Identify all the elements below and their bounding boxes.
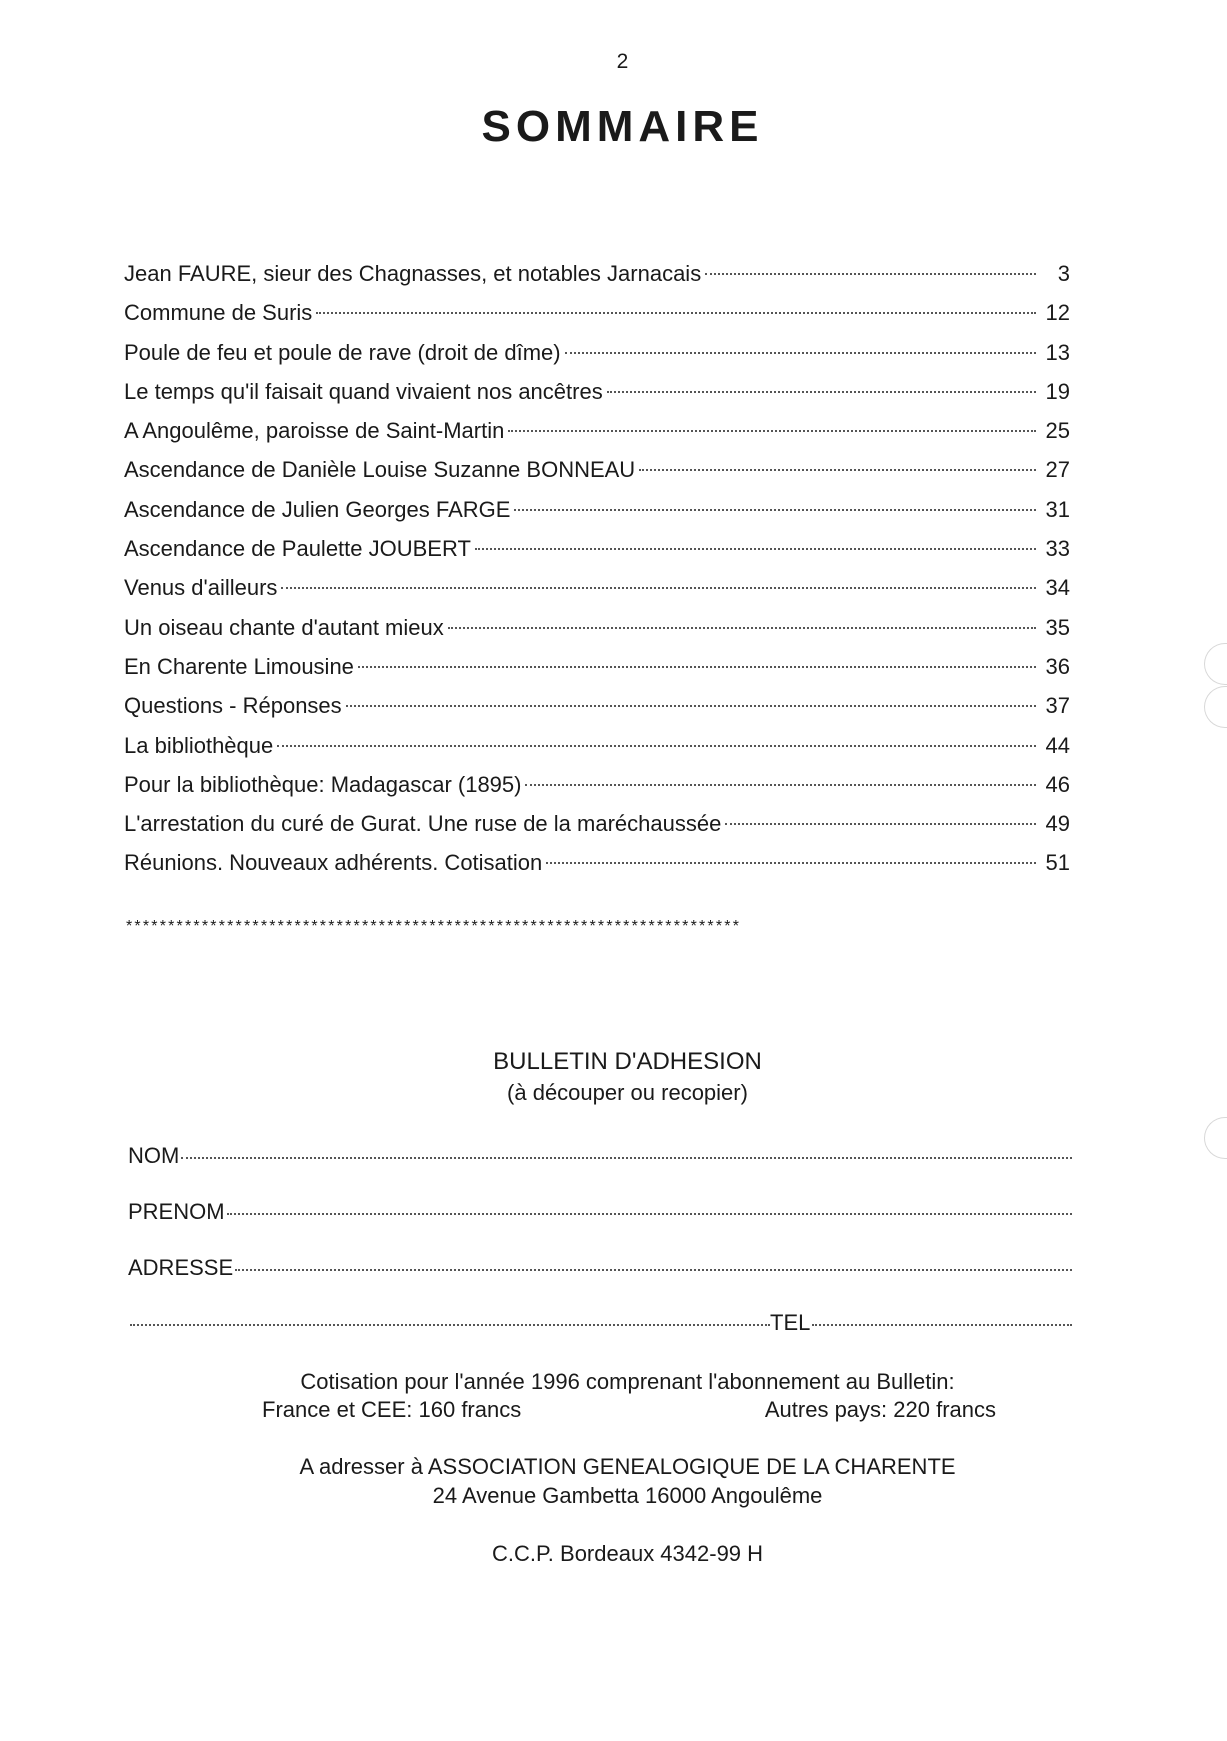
dot-leader: [725, 823, 1036, 825]
dot-leader: [565, 352, 1036, 354]
price-autres: Autres pays: 220 francs: [764, 1397, 996, 1422]
toc-entry-page: 49: [1045, 811, 1070, 837]
form-subtitle: (à découper ou recopier): [507, 1080, 748, 1105]
toc-entry-label: A Angoulême, paroisse de Saint-Martin: [124, 418, 505, 444]
tel-dotted-line[interactable]: [812, 1323, 1072, 1326]
toc-entry-label: Commune de Suris: [124, 300, 313, 326]
form-title: BULLETIN D'ADHESION: [493, 1048, 762, 1075]
table-of-contents: [124, 254, 1070, 883]
dot-leader: [639, 469, 1036, 471]
address-line-1: A adresser à ASSOCIATION GENEALOGIQUE DE LA CHARENTE: [299, 1454, 956, 1479]
tel-field[interactable]: [130, 1310, 1072, 1336]
dot-leader: [277, 745, 1036, 747]
toc-entry: [124, 411, 1070, 450]
toc-entry: [124, 647, 1070, 686]
toc-entry-page: 51: [1045, 850, 1070, 876]
toc-entry: [124, 254, 1070, 293]
punch-hole: [1204, 1117, 1227, 1159]
dot-leader: [525, 784, 1036, 786]
page-title: SOMMAIRE: [481, 102, 764, 151]
toc-entry: [124, 333, 1070, 372]
toc-entry-page: 19: [1045, 378, 1070, 404]
toc-entry-page: 31: [1045, 496, 1070, 522]
dot-leader: [358, 666, 1036, 668]
dot-leader: [705, 273, 1036, 275]
punch-hole: [1204, 686, 1227, 728]
toc-entry-page: 36: [1045, 653, 1070, 679]
toc-entry-page: 46: [1045, 771, 1070, 797]
toc-entry: [124, 686, 1070, 725]
toc-entry-page: 44: [1045, 732, 1070, 758]
toc-entry-label: En Charente Limousine: [124, 653, 354, 679]
adresse-dotted-line[interactable]: [235, 1268, 1072, 1271]
toc-entry-label: Ascendance de Julien Georges FARGE: [124, 496, 511, 522]
toc-entry: [124, 529, 1070, 568]
prenom-label: PRENOM: [128, 1199, 225, 1224]
toc-entry-label: Réunions. Nouveaux adhérents. Cotisation: [124, 850, 543, 876]
price-france: France et CEE: 160 francs: [262, 1397, 522, 1422]
toc-entry: [124, 293, 1070, 332]
punch-hole: [1204, 643, 1227, 685]
dot-leader: [607, 391, 1036, 393]
toc-entry-label: Ascendance de Danièle Louise Suzanne BONNEAU: [124, 457, 636, 483]
toc-entry-label: Questions - Réponses: [124, 693, 342, 719]
adresse-continuation-line[interactable]: [130, 1323, 770, 1326]
toc-entry: [124, 726, 1070, 765]
nom-field[interactable]: [128, 1143, 1072, 1169]
toc-entry: [124, 568, 1070, 607]
dot-leader: [448, 627, 1036, 629]
cotisation-text: Cotisation pour l'année 1996 comprenant l'abonnement au Bulletin:: [300, 1369, 955, 1394]
ccp-line: C.C.P. Bordeaux 4342-99 H: [491, 1541, 764, 1566]
page-number: 2: [616, 50, 629, 73]
toc-entry: [124, 450, 1070, 489]
toc-entry-page: 27: [1045, 457, 1070, 483]
dot-leader: [346, 705, 1036, 707]
dot-leader: [514, 509, 1036, 511]
dot-leader: [546, 862, 1036, 864]
adresse-label: ADRESSE: [128, 1255, 234, 1280]
toc-entry: [124, 843, 1070, 882]
address-line-2: 24 Avenue Gambetta 16000 Angoulême: [432, 1483, 823, 1508]
nom-dotted-line[interactable]: [181, 1156, 1072, 1159]
nom-label: NOM: [128, 1143, 180, 1168]
toc-entry: [124, 608, 1070, 647]
toc-entry: [124, 804, 1070, 843]
toc-entry-page: 12: [1045, 300, 1070, 326]
toc-entry-label: Un oiseau chante d'autant mieux: [124, 614, 444, 640]
toc-entry-page: 35: [1045, 614, 1070, 640]
toc-entry-page: 3: [1057, 261, 1070, 286]
toc-entry-label: Jean FAURE, sieur des Chagnasses, et notables Jarnacais: [124, 261, 702, 286]
toc-entry: [124, 372, 1070, 411]
separator-stars: *************************************************************************: [126, 918, 742, 935]
dot-leader: [475, 548, 1036, 550]
dot-leader: [508, 430, 1036, 432]
toc-entry-label: Le temps qu'il faisait quand vivaient nos ancêtres: [124, 378, 603, 404]
toc-entry-label: La bibliothèque: [124, 732, 274, 758]
toc-entry-page: 25: [1045, 418, 1070, 444]
toc-entry: [124, 490, 1070, 529]
toc-entry-label: Pour la bibliothèque: Madagascar (1895): [124, 771, 522, 797]
toc-entry-page: 13: [1045, 339, 1070, 365]
toc-entry-label: Ascendance de Paulette JOUBERT: [124, 536, 471, 562]
toc-entry-page: 37: [1045, 693, 1070, 719]
cotisation-prices: [262, 1397, 996, 1423]
toc-entry: [124, 765, 1070, 804]
prenom-field[interactable]: [128, 1199, 1072, 1225]
dot-leader: [281, 587, 1036, 589]
adresse-field[interactable]: [128, 1255, 1072, 1281]
tel-label: TEL: [770, 1310, 811, 1335]
toc-entry-page: 33: [1045, 536, 1070, 562]
toc-entry-label: L'arrestation du curé de Gurat. Une ruse de la maréchaussée: [124, 811, 722, 837]
toc-entry-label: Poule de feu et poule de rave (droit de dîme): [124, 339, 561, 365]
toc-entry-page: 34: [1045, 575, 1070, 601]
prenom-dotted-line[interactable]: [227, 1212, 1072, 1215]
dot-leader: [316, 312, 1036, 314]
toc-entry-label: Venus d'ailleurs: [124, 575, 278, 601]
